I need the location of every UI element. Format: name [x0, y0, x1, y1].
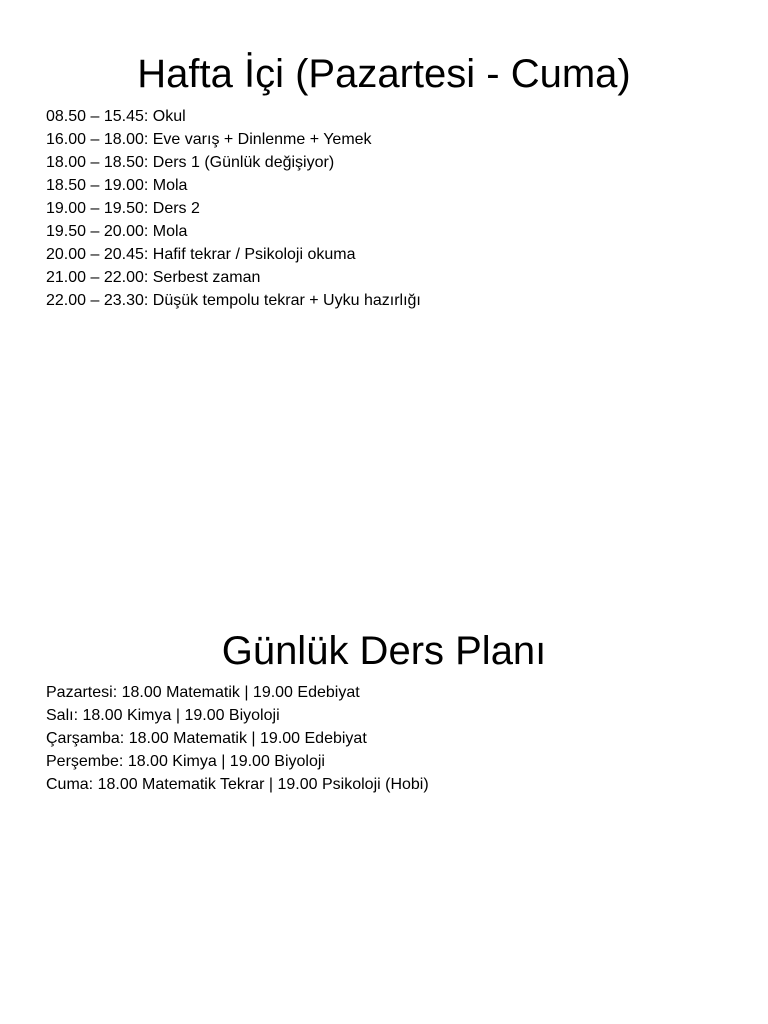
weekday-schedule-heading: Hafta İçi (Pazartesi - Cuma): [137, 52, 631, 96]
daily-lesson-plan-list: [46, 681, 746, 796]
schedule-line: 20.00 – 20.45: Hafif tekrar / Psikoloji okuma: [46, 246, 356, 263]
lesson-plan-line: Pazartesi: 18.00 Matematik | 19.00 Edebiyat: [46, 684, 360, 701]
weekday-schedule-list: [46, 105, 746, 312]
lesson-plan-line: Perşembe: 18.00 Kimya | 19.00 Biyoloji: [46, 753, 325, 770]
daily-lesson-plan-heading: Günlük Ders Planı: [221, 629, 547, 673]
schedule-line: 19.50 – 20.00: Mola: [46, 223, 188, 240]
lesson-plan-line: Cuma: 18.00 Matematik Tekrar | 19.00 Psikoloji (Hobi): [46, 776, 429, 793]
lesson-plan-line: Çarşamba: 18.00 Matematik | 19.00 Edebiyat: [46, 730, 367, 747]
schedule-line: 22.00 – 23.30: Düşük tempolu tekrar + Uyku hazırlığı: [46, 292, 421, 309]
schedule-line: 18.50 – 19.00: Mola: [46, 177, 188, 194]
schedule-line: 08.50 – 15.45: Okul: [46, 108, 186, 125]
schedule-line: 21.00 – 22.00: Serbest zaman: [46, 269, 261, 286]
lesson-plan-line: Salı: 18.00 Kimya | 19.00 Biyoloji: [46, 707, 280, 724]
schedule-line: 19.00 – 19.50: Ders 2: [46, 200, 200, 217]
schedule-line: 16.00 – 18.00: Eve varış + Dinlenme + Yemek: [46, 131, 372, 148]
schedule-line: 18.00 – 18.50: Ders 1 (Günlük değişiyor): [46, 154, 335, 171]
